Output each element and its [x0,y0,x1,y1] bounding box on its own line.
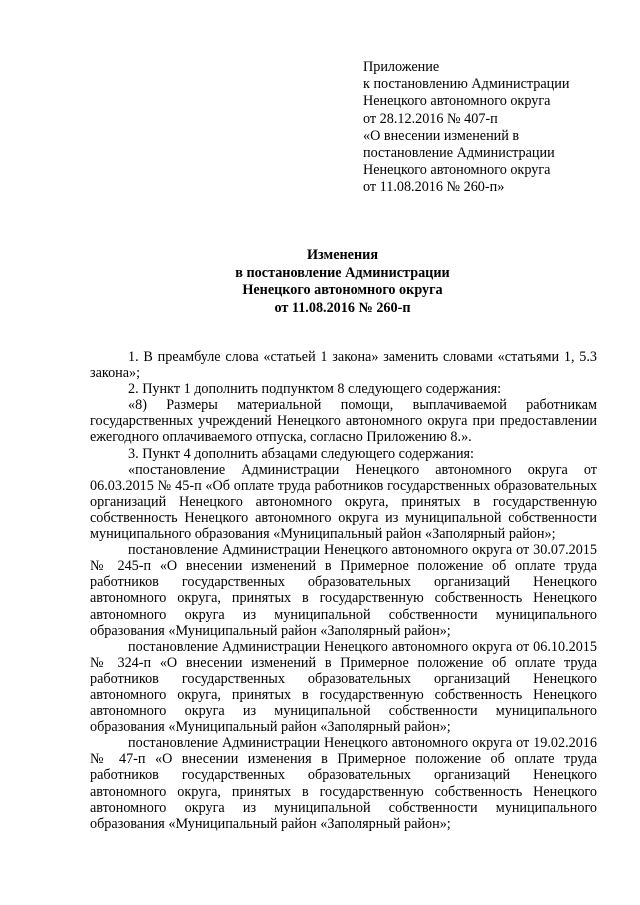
paragraph-line: автономного округа из муниципальной собственности муниципального [90,703,597,720]
appendix-line: Приложение [363,59,440,75]
paragraph-line: работников государственных образовательных организаций Ненецкого [90,767,597,784]
title-line: Изменения [307,247,378,263]
paragraph-line: автономного округа, принятых в государственную собственность Ненецкого [90,590,597,607]
paragraph-line: образования «Муниципальный район «Заполярный район»; [90,815,451,832]
title-line: в постановление Администрации [235,264,450,281]
paragraph-item-2 [90,381,597,397]
paragraph-line: 06.03.2015 № 45-п «Об оплате труда работников государственных образовательных [90,477,597,494]
paragraph-line: № 324-п «О внесении изменений в Примерное положение об оплате труда [90,654,597,671]
paragraph-line: «постановление Администрации Ненецкого автономного округа от [128,461,597,478]
paragraph-line: 3. Пункт 4 дополнить абзацами следующего содержания: [128,445,474,462]
paragraph-line: работников государственных образовательных организаций Ненецкого [90,670,597,687]
paragraph-line: государственных учреждений Ненецкого автономного округа при предоставлении [90,413,597,430]
paragraph-line: № 47-п «О внесении изменения в Примерное положение об оплате труда [90,751,597,768]
paragraph-line: муниципального образования «Муниципальный район «Заполярный район»; [90,526,556,543]
paragraph-line: работников государственных образовательных организаций Ненецкого [90,574,597,591]
paragraph-line: организаций Ненецкого автономного округа, принятых в государственную [90,493,597,510]
paragraph-item-1 [90,349,597,381]
paragraph-item-3 [90,446,597,462]
paragraph-line: постановление Администрации Ненецкого автономного округа от 30.07.2015 [128,542,597,559]
paragraph-line: 2. Пункт 1 дополнить подпунктом 8 следующего содержания: [128,381,502,398]
paragraph-line: «8) Размеры материальной помощи, выплачиваемой работникам [128,397,597,414]
appendix-line: постановление Администрации [363,145,555,162]
appendix-line: Ненецкого автономного округа [363,93,551,110]
paragraph-line: автономного округа, принятых в государственную собственность Ненецкого [90,686,597,703]
paragraph-line: № 245-п «О внесении изменений в Примерное положение об оплате труда [90,558,597,575]
document-title [90,247,595,317]
paragraph-line: автономного округа, принятых в государственную собственность Ненецкого [90,783,597,800]
paragraph-line: образования «Муниципальный район «Заполярный район»; [90,719,451,736]
appendix-line: Ненецкого автономного округа [363,162,551,179]
paragraph-quote-subpoint-8 [90,397,597,445]
title-line: Ненецкого автономного округа [242,282,443,298]
paragraph-decree-324 [90,639,597,736]
appendix-line: от 28.12.2016 № 407-п [363,110,498,127]
paragraph-line: постановление Администрации Ненецкого автономного округа от 19.02.2016 [128,735,597,752]
paragraph-line: собственность Ненецкого автономного округа из муниципальной собственности [90,509,597,526]
paragraph-line: ежегодного оплачиваемого отпуска, согласно Приложению 8.». [90,429,472,446]
paragraph-decree-245 [90,542,597,639]
appendix-line: «О внесении изменений в [363,127,520,144]
appendix-line: к постановлению Администрации [363,76,570,93]
appendix-line: от 11.08.2016 № 260-п» [363,179,505,196]
paragraph-decree-47 [90,735,597,832]
paragraph-line: автономного округа из муниципальной собственности муниципального [90,799,597,816]
paragraph-line: постановление Администрации Ненецкого автономного округа от 06.10.2015 [128,638,597,655]
paragraph-decree-45 [90,462,597,542]
paragraph-line: образования «Муниципальный район «Заполярный район»; [90,622,451,639]
title-line: от 11.08.2016 № 260-п [274,299,411,316]
appendix-header [363,59,623,197]
paragraph-line: закона»; [90,365,141,382]
paragraph-line: 1. В преамбуле слова «статьей 1 закона» заменить словами «статьями 1, 5.3 [128,349,597,365]
document-body [90,349,597,832]
paragraph-line: автономного округа из муниципальной собственности муниципального [90,606,597,623]
